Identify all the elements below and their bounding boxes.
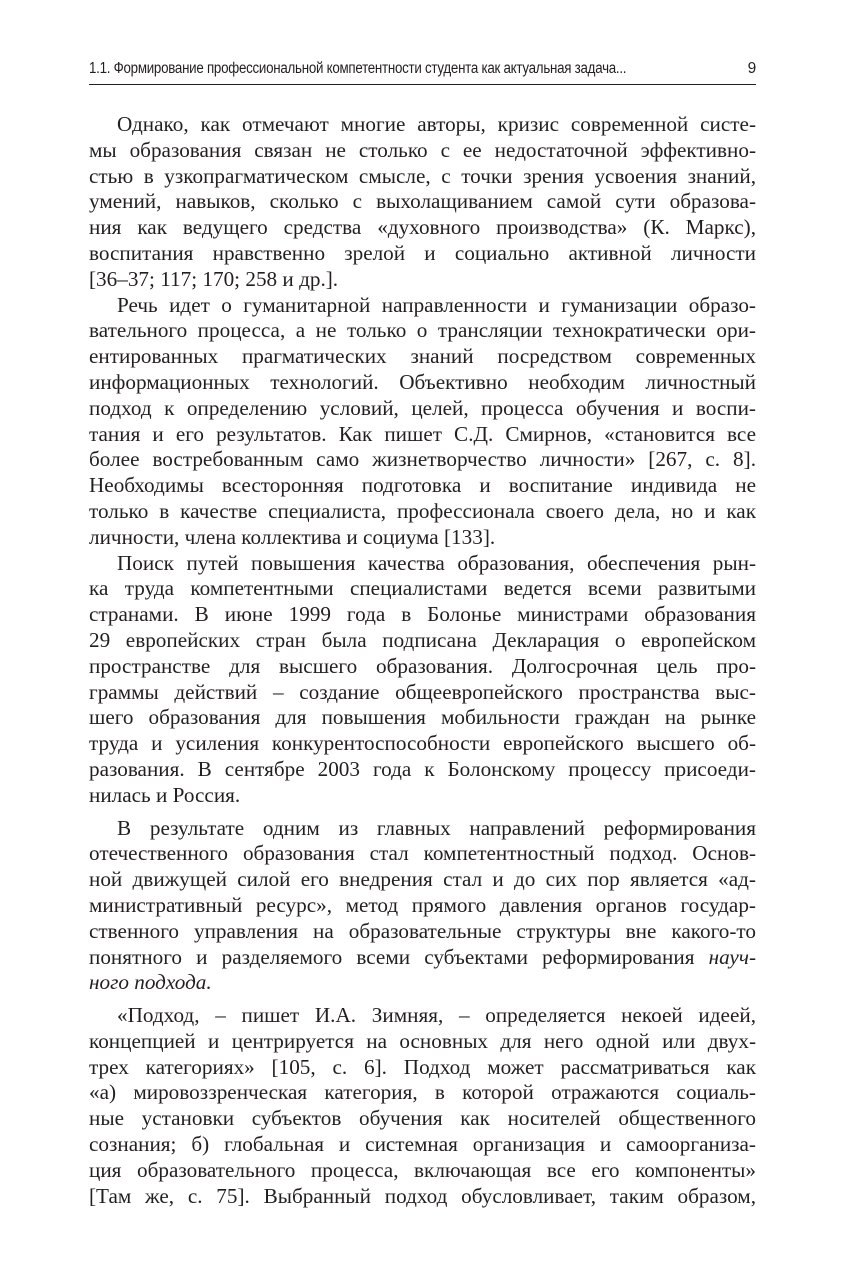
paragraph-1 <box>89 112 756 293</box>
text-line: Речь идет о гуманитарной направленности и гуманизации образо- <box>117 292 756 317</box>
text-line: 29 европейских стран была подписана Декларация о европейском <box>89 627 756 652</box>
running-header <box>89 58 756 85</box>
text-line: пространстве для высшего образования. Долгосрочная цель про- <box>89 653 756 678</box>
text-line <box>89 970 756 996</box>
text-line: ентированных прагматических знаний посредством современных <box>89 344 756 369</box>
text-line: ния как ведущего средства «духовного производства» (К. Маркс), <box>89 215 756 240</box>
text-line: ственного управления на образовательные структуры вне какого-то <box>89 918 756 943</box>
text-line: ной движущей силой его внедрения стал и до сих пор является «ад- <box>89 867 756 892</box>
text-line: нилась и Россия. <box>89 782 241 807</box>
text-line: министративный ресурс», метод прямого давления органов государ- <box>89 892 756 917</box>
text-line: В результате одним из главных направлений реформирования <box>117 815 756 840</box>
text-line: трех категориях» [105, с. 6]. Подход может рассматриваться как <box>89 1054 756 1079</box>
text-line: ка труда компетентными специалистами ведется всеми развитыми <box>89 576 756 601</box>
text-line: отечественного образования стал компетентностный подход. Основ- <box>89 841 756 866</box>
text-line: подход к определению условий, целей, процесса обучения и воспи- <box>89 395 756 420</box>
body-text <box>89 112 756 1209</box>
paragraph-3 <box>89 551 756 809</box>
text-line: стью в узкопрагматическом смысле, с точки зрения усвоения знаний, <box>89 163 756 188</box>
text-line: концепцией и центрируется на основных для него одной или двух- <box>89 1028 756 1053</box>
running-title: 1.1. Формирование профессиональной компетентности студента как актуальная задача... <box>89 60 627 77</box>
text-line <box>89 945 756 971</box>
text-line: личности, члена коллектива и социума [133]. <box>89 524 496 549</box>
text-line: «а) мировоззренческая категория, в которой отражаются социаль- <box>89 1080 756 1105</box>
text-line: странами. В июне 1999 года в Болонье министрами образования <box>89 602 756 627</box>
text-line: ные установки субъектов обучения как носителей общественного <box>89 1106 756 1131</box>
text-line: информационных технологий. Объективно необходим личностный <box>89 369 756 394</box>
text-line: [Там же, с. 75]. Выбранный подход обусловливает, таким образом, <box>89 1183 756 1208</box>
text-line: труда и усиления конкурентоспособности европейского высшего об- <box>89 731 756 756</box>
text-line: [36–37; 117; 170; 258 и др.]. <box>89 266 339 291</box>
italic-segment: науч- <box>708 944 757 969</box>
paragraph-5 <box>89 1003 756 1209</box>
text-segment: понятного и разделяемого всеми субъектами реформирования <box>89 944 695 969</box>
text-line: Однако, как отмечают многие авторы, кризис современной систе- <box>117 112 756 136</box>
italic-segment: ного подхода. <box>89 970 212 995</box>
text-line: сознания; б) глобальная и системная организация и самоорганиза- <box>89 1132 756 1157</box>
text-line: вательного процесса, а не только о трансляции технократически ори- <box>89 318 756 343</box>
text-line: тания и его результатов. Как пишет С.Д. Смирнов, «становится все <box>89 421 756 446</box>
text-line: только в качестве специалиста, профессионала своего дела, но и как <box>89 498 756 523</box>
text-line: воспитания нравственно зрелой и социально активной личности <box>89 240 756 265</box>
text-line: Поиск путей повышения качества образования, обеспечения рын- <box>117 550 756 575</box>
text-line: мы образования связан не столько с ее недостаточной эффективно- <box>89 137 756 162</box>
page-number: 9 <box>747 60 756 77</box>
text-line: Необходимы всесторонняя подготовка и воспитание индивида не <box>89 473 756 498</box>
paragraph-4 <box>89 816 756 997</box>
text-line: разования. В сентябре 2003 года к Болонскому процессу присоеди- <box>89 756 756 781</box>
text-line: граммы действий – создание общеевропейского пространства выс- <box>89 679 756 704</box>
text-line: шего образования для повышения мобильности граждан на рынке <box>89 705 756 730</box>
text-line: более востребованным само жизнетворчество личности» [267, с. 8]. <box>89 447 756 472</box>
text-line: ция образовательного процесса, включающая все его компоненты» <box>89 1157 756 1182</box>
text-line: умений, навыков, сколько с выхолащиванием самой сути образова- <box>89 189 756 214</box>
text-line: «Подход, – пишет И.А. Зимняя, – определяется некоей идеей, <box>117 1003 756 1028</box>
paragraph-2 <box>89 293 756 551</box>
